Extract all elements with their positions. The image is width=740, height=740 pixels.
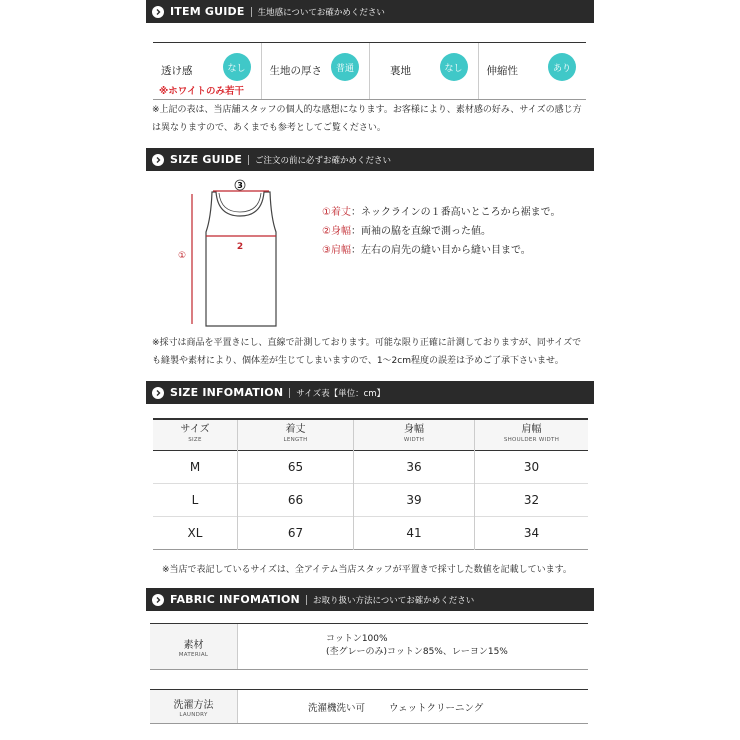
item-guide-table (153, 42, 586, 100)
measure-length (322, 203, 560, 218)
measure-name: 着丈 (330, 207, 351, 218)
material-line: (杢グレーのみ)コットン85%、レーヨン15% (326, 647, 508, 657)
cell-shoulder: 34 (475, 516, 589, 549)
header-size: サイズ SIZE (180, 423, 210, 443)
material-row (150, 623, 588, 670)
measure-desc: ：両袖の脇を直線で測った値。 (350, 226, 491, 237)
heading-jp: 素材 (183, 639, 204, 651)
size-guide-note (152, 334, 592, 370)
divider (251, 7, 252, 17)
cell-length: 65 (238, 450, 354, 483)
cell-width: 41 (354, 516, 475, 549)
note-line: は異なりますので、あくまでも参考としてご覧ください。 (152, 123, 386, 133)
cell-length: 67 (238, 516, 354, 549)
measure-num: ② (322, 226, 331, 237)
guide-cell-thickness (261, 43, 370, 99)
guide-cell-transparency (153, 43, 261, 99)
measure-width (322, 222, 491, 237)
chevron-right-icon (152, 594, 164, 606)
laundry-heading (150, 690, 238, 723)
material-heading (150, 624, 238, 669)
size-info-header (146, 381, 594, 404)
guide-cell-lining (369, 43, 478, 99)
guide-label: 伸縮性 (486, 65, 518, 77)
measure-shoulder (322, 241, 531, 256)
cell-size: M (189, 459, 201, 474)
material-values (238, 624, 588, 669)
guide-badge: なし (223, 53, 251, 81)
table-row (153, 450, 588, 483)
section-subtitle: サイズ表【単位：cm】 (296, 388, 386, 399)
heading-en: LAUNDRY (179, 711, 208, 718)
material-line: コットン100% (326, 634, 388, 644)
laundry-value: 洗濯機洗い可 (308, 702, 366, 714)
heading-jp: 洗濯方法 (173, 699, 214, 711)
table-row (153, 516, 588, 549)
note-line: ※採寸は商品を平置きにし、直線で計測しております。可能な限り正確に計測しておりますが、同サイズで (152, 338, 582, 348)
guide-label: 生地の厚さ (269, 65, 322, 77)
item-guide-header (146, 0, 594, 23)
measure-desc: ：左右の肩先の縫い目から縫い目まで。 (350, 245, 531, 256)
measure-desc: ：ネックラインの１番高いところから裾まで。 (350, 207, 561, 218)
neckline (219, 193, 261, 212)
cell-width: 36 (354, 450, 475, 483)
section-title: SIZE INFOMATION (170, 386, 284, 399)
divider (306, 595, 307, 605)
section-title: FABRIC INFOMATION (170, 593, 300, 606)
table-row (153, 483, 588, 516)
fabric-info-header (146, 588, 594, 611)
measure-num: ③ (322, 245, 331, 256)
measure-name: 肩幅 (330, 245, 351, 256)
note-line: ※上記の表は、当店舗スタッフの個人的な感想になります。お客様により、素材感の好み、サイズの感じ方 (152, 105, 582, 115)
section-subtitle: ご注文の前に必ずお確かめください (255, 155, 392, 166)
cell-size: L (191, 492, 199, 507)
size-info-note: ※当店で表記しているサイズは、全アイテム当店スタッフが平置きで採寸した数値を記載しています。 (162, 565, 572, 575)
cell-length: 66 (238, 483, 354, 516)
cell-size: XL (187, 525, 203, 540)
chevron-right-icon (152, 387, 164, 399)
guide-label: 透け感 (161, 65, 193, 77)
chevron-right-icon (152, 6, 164, 18)
heading-en: MATERIAL (178, 651, 209, 658)
note-line: も縫製や素材により、個体差が生じてしまいますので、1〜2cm程度の誤差は予めご了承下さいませ。 (152, 356, 564, 366)
diagram-mark-2: 2 (236, 242, 244, 252)
header-shoulder: 肩幅 SHOULDER WIDTH (475, 419, 589, 450)
tank-top-diagram (170, 176, 290, 332)
guide-label: 裏地 (390, 65, 411, 77)
diagram-mark-3: 3 (237, 181, 243, 190)
guide-badge: 普通 (331, 53, 359, 81)
measure-num: ① (322, 207, 331, 218)
laundry-value: ウェットクリーニング (389, 702, 484, 714)
cell-shoulder: 30 (475, 450, 589, 483)
guide-cell-stretch (478, 43, 587, 99)
chevron-right-icon (152, 154, 164, 166)
size-table (153, 418, 588, 550)
laundry-row (150, 689, 588, 724)
size-table-header-row (153, 419, 588, 450)
divider (248, 155, 249, 165)
measure-name: 身幅 (330, 226, 351, 237)
guide-extra-note: ※ホワイトのみ若干 (159, 86, 244, 97)
header-length: 着丈 LENGTH (238, 419, 354, 450)
section-subtitle: お取り扱い方法についてお確かめください (312, 595, 475, 606)
guide-badge: あり (548, 53, 576, 81)
laundry-values (238, 690, 588, 723)
section-title: SIZE GUIDE (170, 153, 243, 166)
size-guide-header (146, 148, 594, 171)
guide-badge: なし (440, 53, 468, 81)
cell-width: 39 (354, 483, 475, 516)
header-width: 身幅 WIDTH (354, 419, 475, 450)
section-title: ITEM GUIDE (170, 5, 245, 18)
item-guide-note (152, 101, 592, 137)
diagram-mark-1: ① (177, 251, 187, 261)
section-subtitle: 生地感についてお確かめください (257, 7, 385, 18)
cell-shoulder: 32 (475, 483, 589, 516)
divider (289, 388, 290, 398)
